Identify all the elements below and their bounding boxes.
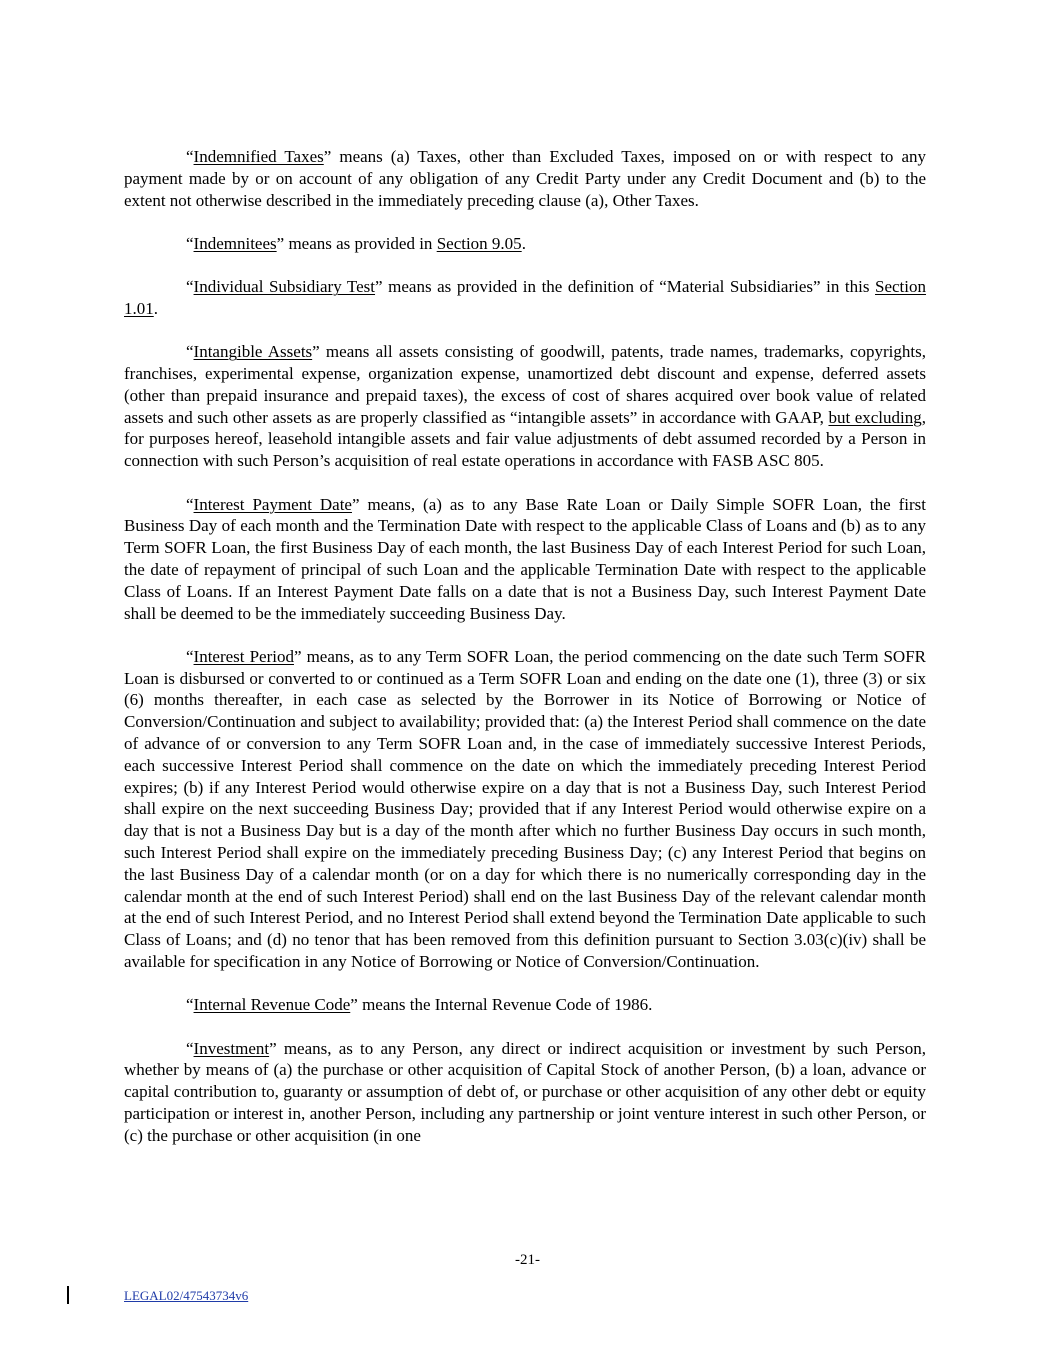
definition-indemnitees: “Indemnitees” means as provided in Section 9.05.: [186, 233, 526, 253]
definition-interest-payment-date: “Interest Payment Date” means, (a) as to any Base Rate Loan or Daily Simple SOFR Loan, the first Business Day of each month and the Termination Date with respect to the applicable Class of Loans and (b) as to any Term SOFR Loan, the first Business Day of each month, the last Business Day of each Interest Period for such Loan, the date of repayment of principal of such Loan and the applicable Termination Date with respect to the applicable Class of Loans. If an Interest Payment Date falls on a date that is not a Business Day, such Interest Payment Date shall be deemed to be the immediately succeeding Business Day.: [124, 494, 927, 623]
defined-term: Interest Payment Date: [193, 494, 352, 514]
definition-indemnified-taxes: “Indemnified Taxes” means (a) Taxes, other than Excluded Taxes, imposed on or with respect to any payment made by or on account of any obligation of any Credit Party under any Credit Document and (b) to the extent not otherwise described in the immediately preceding clause (a), Other Taxes.: [124, 147, 926, 210]
defined-term: Indemnified Taxes: [193, 147, 324, 166]
definition-text: means (a) Taxes, other than Excluded Taxes, imposed on or with respect to any payment made by or on account of any obligation of any Credit Party under any Credit Document and (b) to the extent not otherwise described in the immediately preceding clause (a), Other Taxes.: [124, 147, 926, 210]
definition-text: means as provided in: [284, 233, 437, 253]
definition-text: means as provided in the definition of “Material Subsidiaries” in this: [382, 277, 876, 297]
underlined-phrase: but excluding: [828, 407, 922, 427]
defined-term: Investment: [193, 1038, 270, 1058]
defined-term: Interest Period: [193, 646, 294, 666]
definition-internal-revenue-code: “Internal Revenue Code” means the Internal Revenue Code of 1986.: [186, 995, 653, 1015]
definition-text-end: .: [153, 298, 158, 318]
definition-text: means, as to any Term SOFR Loan, the period commencing on the date such Term SOFR Loan is disbursed or converted to or continued as a Term SOFR Loan and ending on the date one (1), three (3) or six (6) months thereafter, in each case as selected by the Borrower in its Notice of Borrowing or Notice of Conversion/Continuation and subject to availability; provided that: (a) the Interest Period shall commence on the date of advance of or conversion to any Term SOFR Loan and, in the case of immediately successive Interest Periods, each successive Interest Period shall commence on the date on which the immediately preceding Interest Period expires; (b) if any Interest Period would otherwise expire on a day that is not a Business Day, such Interest Period shall expire on the next succeeding Business Day; provided that if any Interest Period would otherwise expire on a day that is not a Business Day but is a day of the month after which no further Business Day occurs in such month, such Interest Period shall expire on the immediately preceding Business Day; (c) any Interest Period that begins on the last Business Day of a calendar month (or on a day for which there is no numerically corresponding day in the calendar month at the end of such Interest Period) shall end on the last Business Day of the relevant calendar month at the end of such Interest Period, and no Interest Period shall extend beyond the Termination Date applicable to such Class of Loans; and (d) no tenor that has been removed from this definition pursuant to Section 3.03(c)(iv) shall be available for specification in any Notice of Borrowing or Notice of Conversion/Continuation.: [124, 646, 927, 971]
definition-text: means, as to any Person, any direct or indirect acquisition or investment by such Person, whether by means of (a) the purchase or other acquisition of Capital Stock of another Person, (b) a loan, advance or capital contribution to, guaranty or assumption of debt of, or purchase or other acquisition of any other debt or equity participation or interest in, another Person, including any partnership or joint venture interest in such other Person, or (c) the purchase or other acquisition (in one: [124, 1038, 926, 1145]
definition-interest-period: “Interest Period” means, as to any Term SOFR Loan, the period commencing on the date such Term SOFR Loan is disbursed or converted to or continued as a Term SOFR Loan and ending on the date one (1), three (3) or six (6) months thereafter, in each case as selected by the Borrower in its Notice of Borrowing or Notice of Conversion/Continuation and subject to availability; provided that: (a) the Interest Period shall commence on the date of advance of or conversion to any Term SOFR Loan and, in the case of immediately successive Interest Periods, each successive Interest Period shall commence on the date on which the immediately preceding Interest Period expires; (b) if any Interest Period would otherwise expire on a day that is not a Business Day, such Interest Period shall expire on the next succeeding Business Day; provided that if any Interest Period would otherwise expire on a day that is not a Business Day but is a day of the month after which no further Business Day occurs in such month, such Interest Period shall expire on the immediately preceding Business Day; (c) any Interest Period that begins on the last Business Day of a calendar month (or on a day for which there is no numerically corresponding day in the calendar month at the end of such Interest Period) shall end on the last Business Day of the relevant calendar month at the end of such Interest Period, and no Interest Period shall extend beyond the Termination Date applicable to such Class of Loans; and (d) no tenor that has been removed from this definition pursuant to Section 3.03(c)(iv) shall be available for specification in any Notice of Borrowing or Notice of Conversion/Continuation.: [124, 646, 927, 971]
change-bar: [67, 1286, 69, 1304]
definition-intangible-assets: “Intangible Assets” means all assets consisting of goodwill, patents, trade names, trademarks, copyrights, franchises, experimental expense, organization expense, unamortized debt discount and expense, deferred assets (other than prepaid insurance and prepaid taxes), the excess of cost of shares acquired over book value of related assets and such other assets as are properly classified as “intangible assets” in accordance with GAAP, but excluding, for purposes hereof, leasehold intangible assets and fair value adjustments of debt assumed recorded by a Person in connection with such Person’s acquisition of real estate operations in accordance with FASB ASC 805.: [124, 342, 927, 471]
defined-term: Individual Subsidiary Test: [193, 277, 376, 297]
document-id-link[interactable]: LEGAL02/47543734v6: [124, 1288, 249, 1303]
definition-investment: “Investment” means, as to any Person, any direct or indirect acquisition or investment by such Person, whether by means of (a) the purchase or other acquisition of Capital Stock of another Person, (b) a loan, advance or capital contribution to, guaranty or assumption of debt of, or purchase or other acquisition of any other debt or equity participation or interest in, another Person, including any partnership or joint venture interest in such other Person, or (c) the purchase or other acquisition (in one: [124, 1038, 926, 1145]
defined-term: Intangible Assets: [193, 342, 313, 362]
definition-text: means, (a) as to any Base Rate Loan or Daily Simple SOFR Loan, the first Business Day of each month and the Termination Date with respect to the applicable Class of Loans and (b) as to any Term SOFR Loan, the first Business Day of each month, the last Business Day of each Interest Period for such Loan, the date of repayment of principal of such Loan and the applicable Termination Date with respect to the applicable Class of Loans. If an Interest Payment Date falls on a date that is not a Business Day, such Interest Payment Date shall be deemed to be the immediately succeeding Business Day.: [124, 494, 927, 623]
defined-term: Indemnitees: [193, 233, 277, 253]
definition-text-end: .: [521, 233, 526, 253]
document-body: [124, 146, 926, 1168]
page-number: -21-: [515, 1252, 540, 1268]
definition-text-end: , for purposes hereof, leasehold intangible assets and fair value adjustments of debt assumed recorded by a Person in connection with such Person’s acquisition of real estate operations in accordance with FASB ASC 805.: [124, 407, 927, 471]
definition-individual-subsidiary-test: “Individual Subsidiary Test” means as provided in the definition of “Material Subsidiaries” in this Section 1.01.: [124, 277, 927, 318]
definition-text: means the Internal Revenue Code of 1986.: [357, 995, 653, 1015]
definition-text: means all assets consisting of goodwill, patents, trade names, trademarks, copyrights, franchises, experimental expense, organization expense, unamortized debt discount and expense, deferred assets (other than prepaid insurance and prepaid taxes), the excess of cost of shares acquired over book value of related assets and such other assets as are properly classified as “intangible assets” in accordance with GAAP,: [124, 342, 926, 427]
section-reference: Section 1.01: [124, 277, 927, 318]
defined-term: Internal Revenue Code: [193, 995, 351, 1015]
section-reference: Section 9.05: [436, 233, 522, 253]
